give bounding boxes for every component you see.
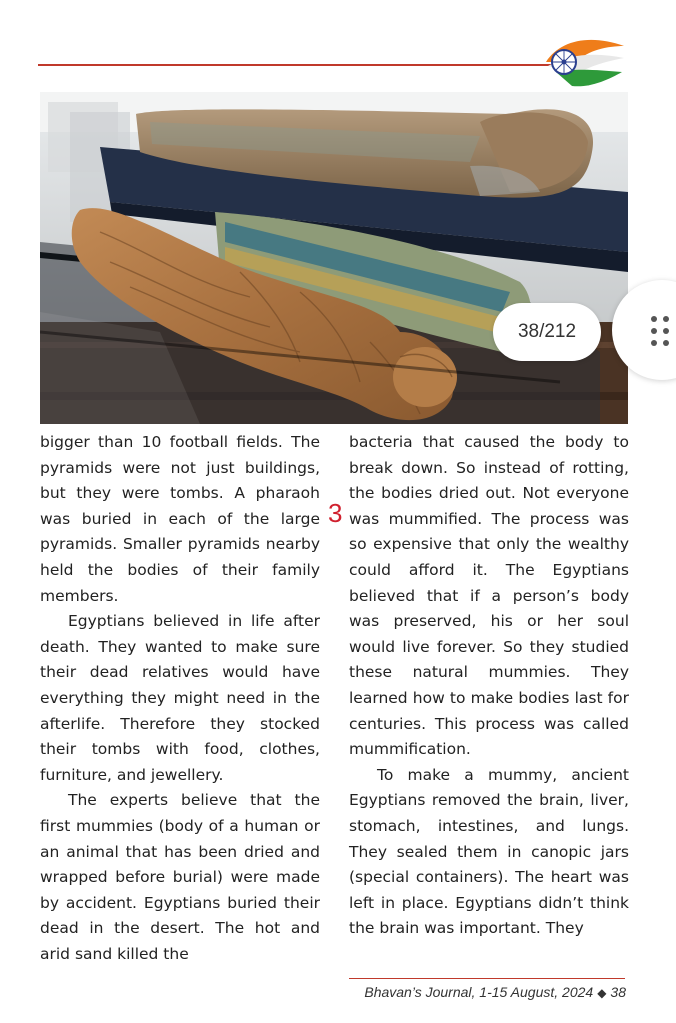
paragraph: bigger than 10 football fields. The pyramids were not just buildings, but they were tombs. A pharaoh was buried in each of the large pyramids. Smaller pyramids nearby held the bodies of their family members. (40, 433, 320, 605)
article-left-column (40, 430, 320, 967)
page-indicator[interactable]: 38/212 (493, 303, 601, 361)
section-marker: 3 (328, 498, 343, 528)
museum-mummies-photo (40, 92, 628, 424)
footer-rule (349, 978, 625, 979)
page-footer (364, 984, 626, 1000)
diamond-icon: ◆ (597, 986, 607, 1000)
tricolour-flag-icon (538, 32, 630, 92)
paragraph: Egyptians believed in life after death. They wanted to make sure their dead relatives would have everything they might need in the afterlife. Therefore they stocked their tombs with food, clothes, furniture, and jewellery. (40, 612, 320, 784)
article-right-column (349, 430, 629, 942)
journal-citation: Bhavan’s Journal, 1-15 August, 2024 (364, 984, 594, 1000)
paragraph: bacteria that caused the body to break down. So instead of rotting, the bodies dried out. Not everyone was mummified. The process was so expensive that only the wealthy could afford it. The Egyptians believed that if a person’s body was preserved, his or her soul would live forever. So they studied these natural mummies. They learned how to make bodies last for centuries. This process was called mummification. (349, 433, 629, 759)
paragraph: The experts believe that the first mummies (body of a human or an animal that has been dried and wrapped before burial) were made by accident. Egyptians buried their dead in the desert. The hot and arid sand killed the (40, 791, 320, 963)
grip-dots-icon (651, 316, 671, 346)
page-number: 38 (610, 984, 626, 1000)
paragraph: To make a mummy, ancient Egyptians removed the brain, liver, stomach, intestines, and lungs. They sealed them in canopic jars (special containers). The heart was left in place. Egyptians didn’t think the brain was important. They (349, 765, 629, 938)
header-rule (38, 64, 568, 66)
